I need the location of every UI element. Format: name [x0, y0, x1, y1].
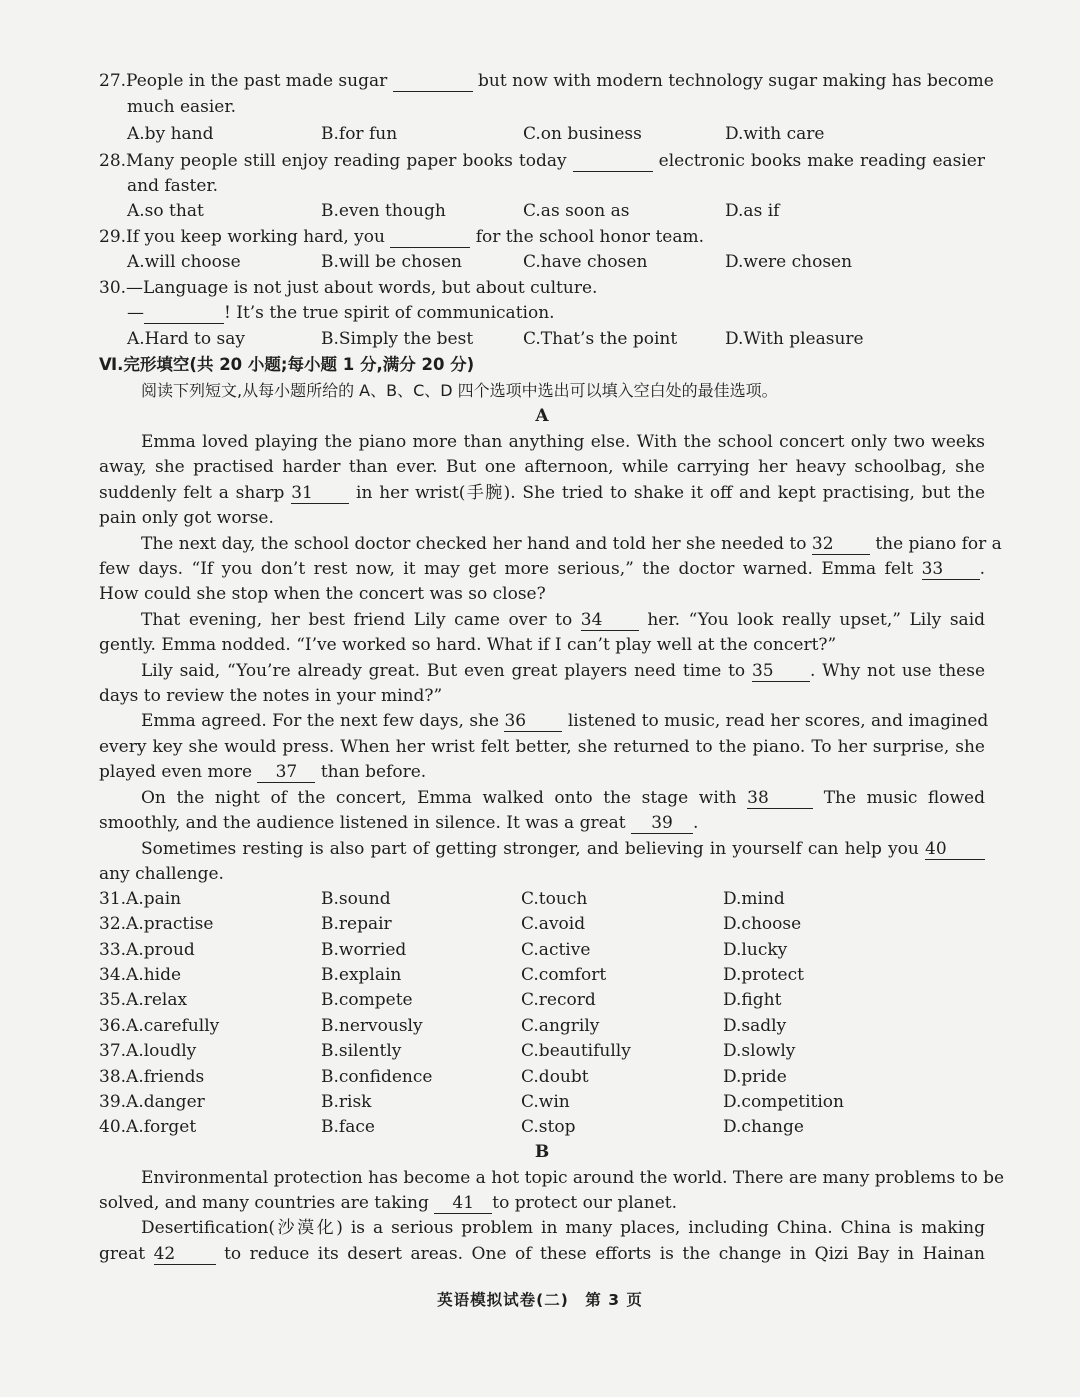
option-b[interactable]: B.confidence: [321, 1067, 433, 1087]
option-d[interactable]: D.competition: [723, 1092, 844, 1112]
option-d[interactable]: D.sadly: [723, 1016, 787, 1036]
blank-42[interactable]: 42: [154, 1245, 216, 1265]
option-b[interactable]: B.compete: [321, 990, 413, 1010]
section-instruction: 阅读下列短文,从每小题所给的 A、B、C、D 四个选项中选出可以填入空白处的最佳选项。: [141, 381, 778, 400]
question-30-stem: 30.—Language is not just about words, but about culture.: [99, 278, 598, 298]
passage-line: played even more 37 than before.: [99, 762, 427, 782]
option-c[interactable]: C.touch: [521, 889, 588, 909]
passage-line: every key she would press. When her wrist felt better, she returned to the piano. To her surprise, she: [99, 737, 985, 757]
option-b[interactable]: B.explain: [321, 965, 402, 985]
q28-option-d[interactable]: D.as if: [725, 201, 780, 221]
option-a[interactable]: 39.A.danger: [99, 1092, 205, 1112]
option-c[interactable]: C.win: [521, 1092, 570, 1112]
blank-33[interactable]: 33: [922, 560, 980, 580]
answer-blank[interactable]: [390, 228, 470, 248]
passage-line: any challenge.: [99, 864, 224, 884]
q29-option-a[interactable]: A.will choose: [127, 252, 241, 272]
question-30-response: — ! It’s the true spirit of communication.: [127, 303, 555, 323]
option-c[interactable]: C.avoid: [521, 914, 586, 934]
option-d[interactable]: D.pride: [723, 1067, 787, 1087]
passage-b-label: B: [534, 1142, 550, 1162]
question-27-stem-cont: much easier.: [127, 97, 237, 117]
q29-option-c[interactable]: C.have chosen: [523, 252, 648, 272]
question-28-stem-cont: and faster.: [127, 176, 219, 196]
option-a[interactable]: 35.A.relax: [99, 990, 188, 1010]
passage-line: Sometimes resting is also part of getting stronger, and believing in yourself can help you 40: [141, 837, 985, 862]
blank-40[interactable]: 40: [925, 840, 985, 860]
option-c[interactable]: C.angrily: [521, 1016, 600, 1036]
option-a[interactable]: 37.A.loudly: [99, 1041, 197, 1061]
blank-34[interactable]: 34: [581, 611, 639, 631]
passage-line: solved, and many countries are taking 41 to protect our planet.: [99, 1193, 678, 1213]
option-b[interactable]: B.repair: [321, 914, 392, 934]
option-c[interactable]: C.comfort: [521, 965, 607, 985]
option-a[interactable]: 33.A.proud: [99, 940, 195, 960]
passage-a-label: A: [535, 406, 549, 426]
blank-36[interactable]: 36: [504, 712, 562, 732]
question-27-stem: 27.People in the past made sugar but now with modern technology sugar making has become: [99, 71, 994, 91]
option-a[interactable]: 38.A.friends: [99, 1067, 205, 1087]
option-a[interactable]: 40.A.forget: [99, 1117, 197, 1137]
option-d[interactable]: D.choose: [723, 914, 802, 934]
passage-line: On the night of the concert, Emma walked onto the stage with 38 The music flowed: [141, 788, 985, 808]
option-d[interactable]: D.mind: [723, 889, 785, 909]
q30-option-a[interactable]: A.Hard to say: [127, 329, 245, 349]
q30-option-c[interactable]: C.That’s the point: [523, 329, 678, 349]
q27-option-d[interactable]: D.with care: [725, 124, 825, 144]
q28-option-c[interactable]: C.as soon as: [523, 201, 630, 221]
option-d[interactable]: D.change: [723, 1117, 804, 1137]
q28-option-a[interactable]: A.so that: [127, 201, 204, 221]
answer-blank[interactable]: [393, 72, 473, 92]
option-c[interactable]: C.doubt: [521, 1067, 589, 1087]
passage-line: pain only got worse.: [99, 508, 274, 528]
passage-line: away, she practised harder than ever. But one afternoon, while carrying her heavy schoolbag, she: [99, 457, 985, 477]
option-a[interactable]: 34.A.hide: [99, 965, 182, 985]
blank-39[interactable]: 39: [631, 814, 693, 834]
blank-37[interactable]: 37: [257, 763, 315, 783]
blank-31[interactable]: 31: [291, 484, 349, 504]
q27-option-c[interactable]: C.on business: [523, 124, 642, 144]
option-b[interactable]: B.nervously: [321, 1016, 423, 1036]
option-d[interactable]: D.protect: [723, 965, 804, 985]
option-b[interactable]: B.worried: [321, 940, 407, 960]
question-28-stem: 28.Many people still enjoy reading paper books today electronic books make reading easier: [99, 151, 985, 171]
blank-32[interactable]: 32: [812, 535, 870, 555]
q29-option-d[interactable]: D.were chosen: [725, 252, 853, 272]
passage-line: great 42 to reduce its desert areas. One of these efforts is the change in Qizi Bay in Hainan: [99, 1244, 986, 1264]
q30-option-d[interactable]: D.With pleasure: [725, 329, 864, 349]
blank-41[interactable]: 41: [434, 1194, 492, 1214]
passage-line: Emma agreed. For the next few days, she 36 listened to music, read her scores, and imagined: [141, 711, 989, 731]
passage-line: That evening, her best friend Lily came over to 34 her. “You look really upset,” Lily said: [141, 610, 986, 630]
option-b[interactable]: B.face: [321, 1117, 375, 1137]
q30-option-b[interactable]: B.Simply the best: [321, 329, 474, 349]
q27-option-a[interactable]: A.by hand: [127, 124, 214, 144]
option-b[interactable]: B.sound: [321, 889, 391, 909]
passage-line: suddenly felt a sharp 31 in her wrist(手腕). She tried to shake it off and kept practising, but the: [99, 483, 986, 503]
q28-option-b[interactable]: B.even though: [321, 201, 446, 221]
passage-line: gently. Emma nodded. “I’ve worked so hard. What if I can’t play well at the concert?”: [99, 635, 837, 655]
option-c[interactable]: C.beautifully: [521, 1041, 631, 1061]
blank-35[interactable]: 35: [752, 662, 810, 682]
q27-option-b[interactable]: B.for fun: [321, 124, 398, 144]
blank-38[interactable]: 38: [747, 789, 813, 809]
passage-line: How could she stop when the concert was so close?: [99, 584, 546, 604]
option-a[interactable]: 36.A.carefully: [99, 1016, 220, 1036]
option-b[interactable]: B.risk: [321, 1092, 372, 1112]
passage-line: Lily said, “You’re already great. But even great players need time to 35 . Why not use these: [141, 661, 986, 681]
question-29-stem: 29.If you keep working hard, you for the school honor team.: [99, 227, 704, 247]
answer-blank[interactable]: [144, 304, 224, 324]
option-c[interactable]: C.record: [521, 990, 596, 1010]
option-d[interactable]: D.slowly: [723, 1041, 796, 1061]
option-a[interactable]: 31.A.pain: [99, 889, 182, 909]
option-b[interactable]: B.silently: [321, 1041, 402, 1061]
option-d[interactable]: D.fight: [723, 990, 782, 1010]
passage-line: Emma loved playing the piano more than anything else. With the school concert only two weeks: [141, 432, 985, 452]
passage-line: smoothly, and the audience listened in silence. It was a great 39 .: [99, 813, 699, 833]
passage-line: few days. “If you don’t rest now, it may get more serious,” the doctor warned. Emma felt 33 .: [99, 559, 986, 579]
option-c[interactable]: C.active: [521, 940, 591, 960]
section-title: Ⅵ.完形填空(共 20 小题;每小题 1 分,满分 20 分): [99, 355, 475, 374]
passage-line: Environmental protection has become a hot topic around the world. There are many problems to be: [141, 1168, 1005, 1188]
option-d[interactable]: D.lucky: [723, 940, 788, 960]
q29-option-b[interactable]: B.will be chosen: [321, 252, 462, 272]
passage-line: Desertification(沙漠化) is a serious problem in many places, including China. China is making: [141, 1218, 985, 1238]
passage-line: days to review the notes in your mind?”: [99, 686, 443, 706]
option-a[interactable]: 32.A.practise: [99, 914, 214, 934]
answer-blank[interactable]: [573, 152, 653, 172]
option-c[interactable]: C.stop: [521, 1117, 576, 1137]
passage-line: The next day, the school doctor checked her hand and told her she needed to 32 the piano for a: [141, 534, 1002, 554]
page-footer: 英语模拟试卷(二) 第 3 页: [437, 1291, 643, 1309]
